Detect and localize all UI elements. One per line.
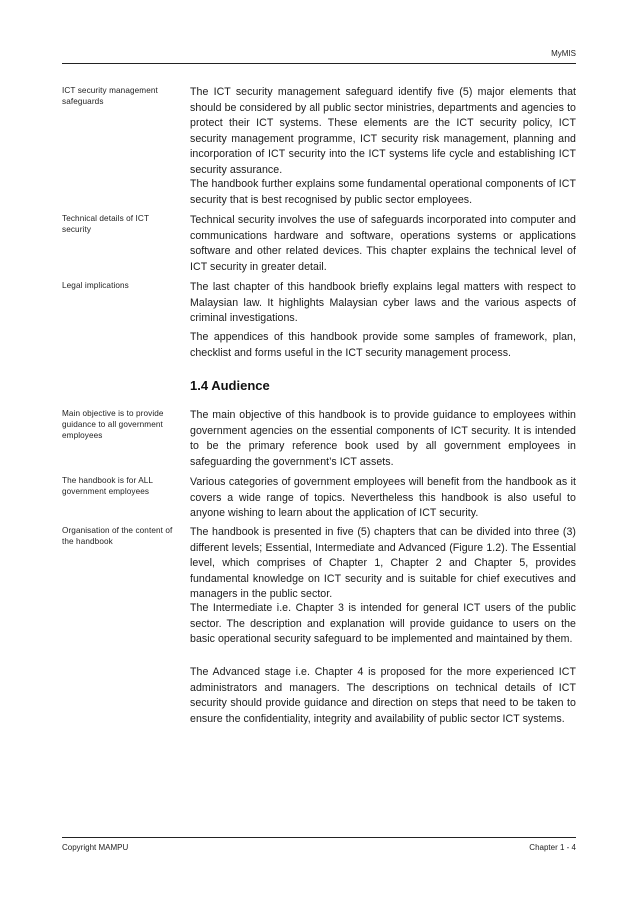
paragraph-main-objective: The main objective of this handbook is to provide guidance to employees within government agencies on the essential components of ICT security. It is intended to be the primary reference book used by all government employees in safeguarding the government’s ICT assets. — [190, 409, 576, 468]
section-heading: 1.4 Audience — [190, 378, 270, 393]
paragraph-technical-security: Technical security involves the use of safeguards incorporated into computer and communications hardware and software, operations systems or applications software and other related devices. This chapter explains the technical level of ICT security in greater detail. — [190, 214, 576, 273]
paragraph-management-safeguards: The ICT security management safeguard identify five (5) major elements that should be considered by all public sector ministries, departments and agencies to protect their ICT systems. These elements are the ICT security policy, ICT security management programme, ICT security risk management, planning and incorporation of ICT security into the ICT systems life cycle and establishing ICT security assurance. — [190, 86, 576, 176]
sidenote-legal-implications: Legal implications — [62, 281, 129, 290]
footer-copyright: Copyright MAMPU — [62, 843, 129, 852]
footer-page-number: Chapter 1 - 4 — [529, 843, 576, 852]
paragraph-appendices: The appendices of this handbook provide some samples of framework, plan, checklist and forms useful in the ICT security management process. — [190, 331, 576, 359]
running-header: MyMIS — [551, 49, 576, 58]
footer-rule — [62, 837, 576, 838]
header-rule — [62, 63, 576, 64]
sidenote-all-employees: The handbook is for ALL government employees — [62, 476, 153, 496]
sidenote-organisation: Organisation of the content of the handbook — [62, 526, 173, 546]
paragraph-operational-components: The handbook further explains some fundamental operational components of ICT security that is best recognised by public sector employees. — [190, 178, 576, 206]
sidenote-main-objective: Main objective is to provide guidance to all government employees — [62, 409, 164, 440]
sidenote-management-safeguards: ICT security management safeguards — [62, 86, 158, 106]
paragraph-intermediate: The Intermediate i.e. Chapter 3 is intended for general ICT users of the public sector. The description and explanation will provide guidance to users on the basic operational security safeguard to be implemented and maintained by them. — [190, 602, 576, 645]
paragraph-organisation: The handbook is presented in five (5) chapters that can be divided into three (3) different levels; Essential, Intermediate and Advanced (Figure 1.2). The Essential level, which comprises of Chapter 1, Chapter 2 and Chapter 5, provides fundamental knowledge on ICT security and is suitable for chief executives and managers in the public sector. — [190, 526, 576, 600]
sidenote-technical-details: Technical details of ICT security — [62, 214, 149, 234]
paragraph-legal-matters: The last chapter of this handbook briefly explains legal matters with respect to Malaysian law. It highlights Malaysian cyber laws and the various aspects of criminal investigations. — [190, 281, 576, 324]
paragraph-advanced: The Advanced stage i.e. Chapter 4 is proposed for the more experienced ICT administrators and managers. The descriptions on technical details of ICT security should provide guidance and direction on steps that need to be taken to ensure the confidentiality, integrity and availability of public sector ICT systems. — [190, 666, 576, 725]
paragraph-categories: Various categories of government employees will benefit from the handbook as it covers a wide range of topics. Nevertheless this handbook is also useful to anyone wishing to learn about the application of ICT security. — [190, 476, 576, 519]
